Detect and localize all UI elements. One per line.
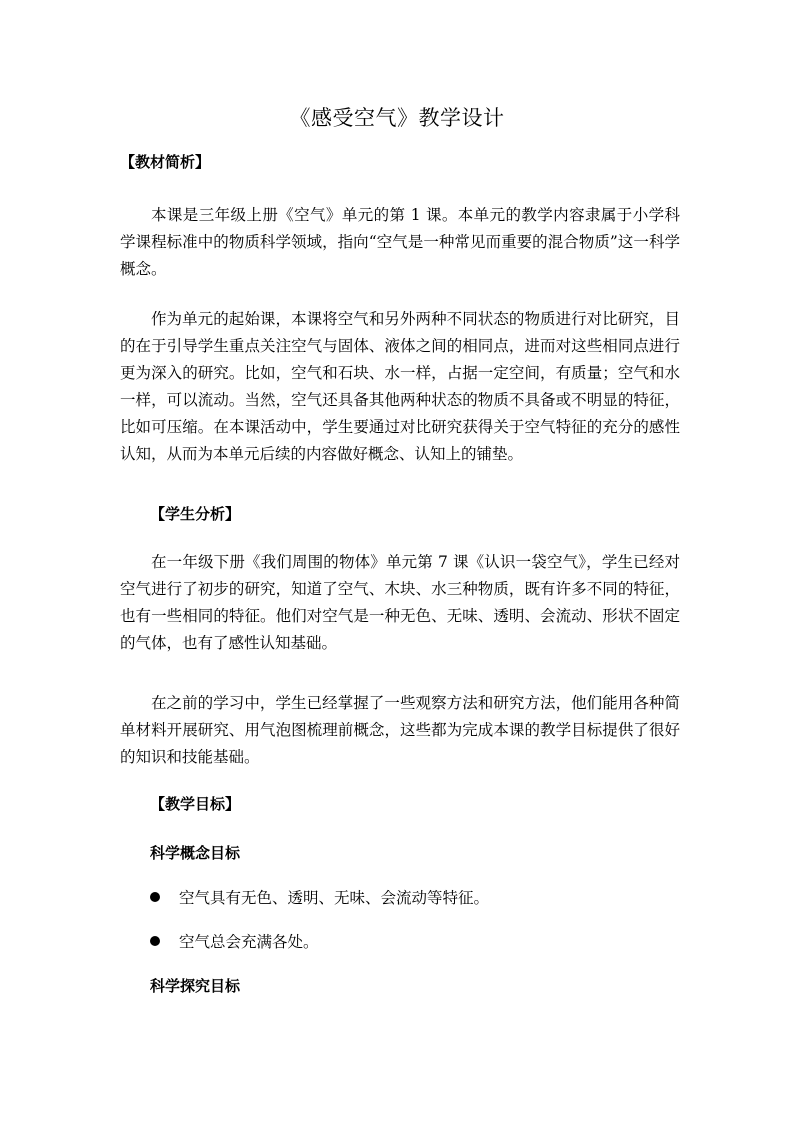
section-heading-goals: 【教学目标】 [150,795,241,813]
bullet-icon [150,892,160,902]
document-title: 《感受空气》教学设计 [289,106,505,130]
concept-goals-heading: 科学概念目标 [150,844,241,862]
section-heading-materials: 【教材简析】 [120,153,211,171]
concept-goal-item [150,888,489,908]
paragraph-materials-1: 本课是三年级上册《空气》单元的第 1 课。本单元的教学内容隶属于小学科学课程标准中的物质科学领域，指向“空气是一种常见而重要的混合物质”这一科学概念。 [120,206,680,278]
paragraph-materials-2: 作为单元的起始课，本课将空气和另外两种不同状态的物质进行对比研究，目的在于引导学生重点关注空气与固体、液体之间的相同点，进而对这些相同点进行更为深入的研究。比如，空气和石块、水一样，占据一定空间，有质量；空气和水一样，可以流动。当然，空气还具备其他两种状态的物质不具备或不明显的特征，比如可压缩。在本课活动中，学生要通过对比研究获得关于空气特征的充分的感性认知，从而为本单元后续的内容做好概念、认知上的铺垫。 [120,310,680,463]
concept-goal-text: 空气具有无色、透明、无味、会流动等特征。 [179,889,490,907]
concept-goal-text: 空气总会充满各处。 [179,933,319,951]
concept-goal-item [150,932,319,952]
section-heading-students: 【学生分析】 [150,505,241,523]
paragraph-students-1: 在一年级下册《我们周围的物体》单元第 7 课《认识一袋空气》，学生已经对空气进行了初步的研究，知道了空气、木块、水三种物质，既有许多不同的特征，也有一些相同的特征。他们对空气是一种无色、无味、透明、会流动、形状不固定的气体，也有了感性认知基础。 [120,553,680,652]
paragraph-students-2: 在之前的学习中，学生已经掌握了一些观察方法和研究方法，他们能用各种简单材料开展研究、用气泡图梳理前概念，这些都为完成本课的教学目标提供了很好的知识和技能基础。 [120,694,680,766]
bullet-icon [150,936,160,946]
inquiry-goals-heading: 科学探究目标 [150,977,241,995]
